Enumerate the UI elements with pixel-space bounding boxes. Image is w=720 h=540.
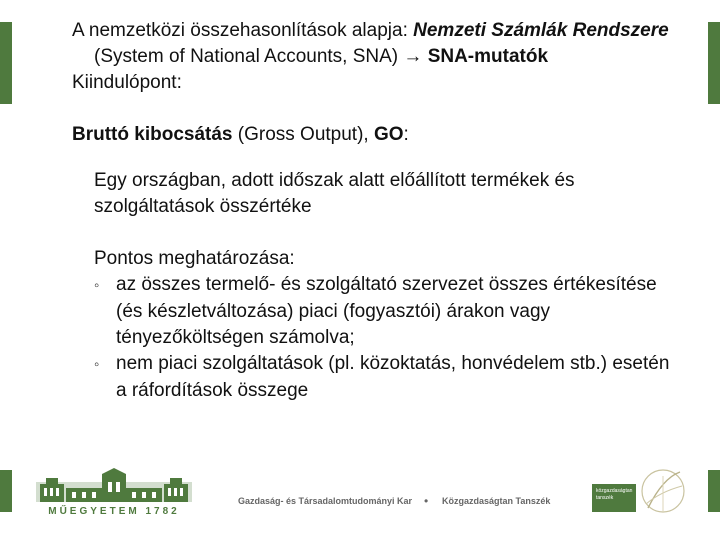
bullet-text: az összes termelő- és szolgáltató szervezet összes értékesítése (és készletváltozása) piaci (fogyasztói) árakon vagy tényezőköltségen számolva; [116,274,657,348]
bullet-text: nem piaci szolgáltatások (pl. közoktatás, honvédelem stb.) esetén a ráfordítások összege [116,353,670,401]
go-abbr: GO [373,124,404,145]
go-term: Bruttó kibocsátás [72,124,233,145]
right-accent-bar [708,22,720,104]
department-name: Közgazdaságtan Tanszék [442,496,551,506]
list-item [94,272,672,351]
go-colon: : [403,124,409,145]
university-logo [36,468,192,520]
bullet-icon: ◦ [94,356,100,373]
intro-paragraph [72,18,672,70]
badge-line1: közgazdaságtan [596,488,633,494]
list-item [94,351,672,404]
left-accent-bar [0,22,12,104]
starting-point: Kiindulópont: [72,72,182,93]
logo-text: MŰEGYETEM 1782 [48,506,180,517]
go-english: (Gross Output), [232,124,374,145]
sna-indicators: SNA-mutatók [427,46,549,67]
building-icon [36,468,192,504]
gross-output-heading [72,122,672,148]
definition-text: Egy országban, adott időszak alatt előállított termékek és szolgáltatások összértéke [94,170,575,217]
department-badge [592,484,636,512]
badge-line2: tanszék [596,495,614,501]
footer-separator: • [424,494,429,508]
precise-heading: Pontos meghatározása: [94,248,295,269]
bullet-icon: ◦ [94,277,100,294]
sna-english: (System of National Accounts, SNA) → [94,46,428,67]
faculty-name: Gazdaság- és Társadalomtudományi Kar [238,496,413,506]
slide-body [72,18,672,404]
sna-name: Nemzeti Számlák Rendszere [413,20,669,41]
emblem-icon [640,468,686,514]
intro-text: A nemzetközi összehasonlítások alapja: [72,20,414,41]
